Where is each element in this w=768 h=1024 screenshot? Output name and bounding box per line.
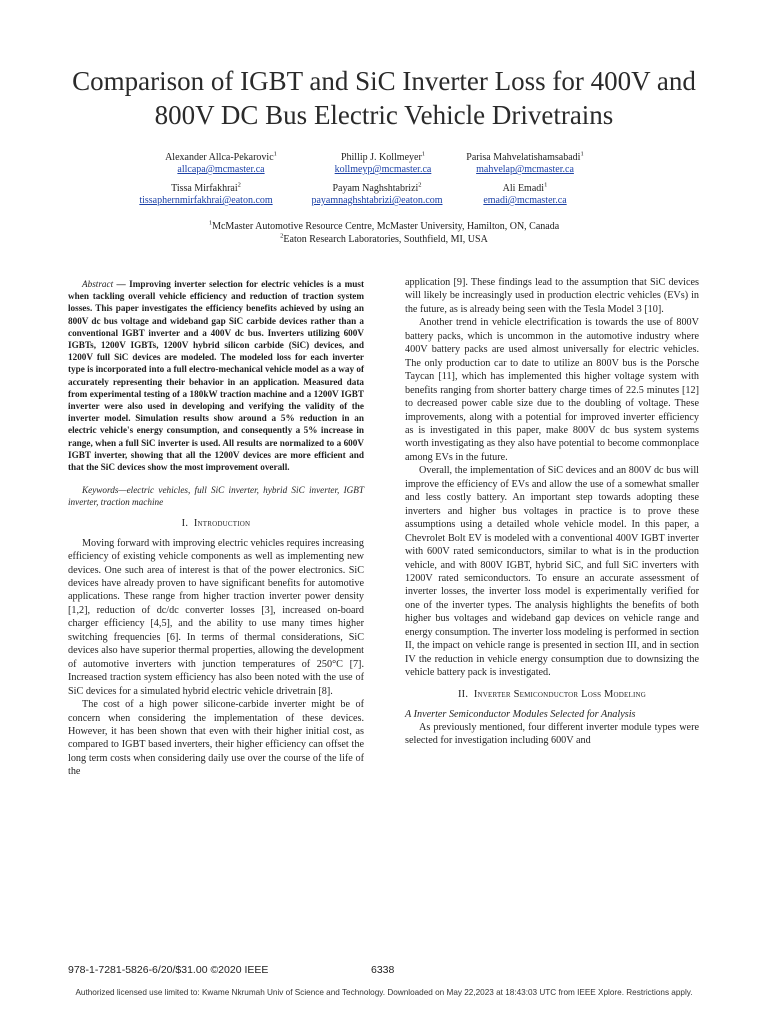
author-email-link[interactable]: emadi@mcmaster.ca: [483, 195, 567, 206]
author-name: Parisa Mahvelatishamsabadi$^1$: [466, 150, 584, 163]
body-paragraph: Another trend in vehicle electrification is towards the use of 800V battery packs, which is uncommon in the automotive industry where 400V battery packs are used almost universally for electric vehicles. The only production car to date to utilize an 800V bus is the Porsche Taycan [11], which has implemented this higher voltage system with benefits ranging from shorter battery charge times of 22.5 minutes [12] to decreased power cable size due to the doubling of voltage. These improvements, along with a potential for improved inverter efficiency as is investigated in this paper, make 800V dc bus system systems worth investigating as they also have potential to become commonplace among EVs in the future.: [405, 317, 699, 463]
author-name: Phillip J. Kollmeyer$^1$: [340, 150, 426, 163]
body-paragraph: Overall, the implementation of SiC devices and an 800V dc bus will improve the efficiency of EVs and allow the use of a somewhat smaller and less costly battery. An important step towards adopting these inverters and higher bus voltages in practice is to prove these assumptions using a detailed whole vehicle model. In this paper, a Chevrolet Bolt EV is modeled with a conventional 400V IGBT inverter with 600V rated semiconductors, similar to what is in the production vehicle, and with 800V IGBT, hybrid SiC, and full SiC inverters with 1200V rated semiconductors. To ensure an accurate assessment of inverter losses, the inverter loss model is experimentally verified for one of the inverter types. The analysis highlights the benefits of both higher bus voltages and wideband gap devices on vehicle range and energy consumption. The inverter loss modeling is performed in section II, the impact on vehicle range is presented in section III, and in section IV the reduction in vehicle energy consumption due to downsizing the vehicle battery pack is investigated.: [405, 465, 699, 679]
author-name: Payam Naghshtabrizi$^2$: [332, 181, 422, 194]
author-block: [410, 152, 640, 176]
author-name: Ali Emadi$^1$: [502, 181, 548, 194]
affiliation-2: $^2$Eaton Research Laboratories, Southfield, MI, USA: [280, 232, 488, 245]
author-email-link[interactable]: mahvelap@mcmaster.ca: [476, 164, 574, 175]
body-paragraph: Moving forward with improving electric vehicles requires increasing efficiency of existing vehicle components as well as implementing new devices. One such area of interest is that of the power electronics. SiC devices have already proven to have significant benefits for automotive applications. These range from higher traction inverter power density [1,2], reduction of dc/dc converter losses [3], increased on-board charger efficiency [4,5], and the ability to use many times higher switching frequencies [6]. In terms of thermal considerations, SiC devices also have superior thermal properties, allowing the development of automotive inverters with junction temperatures of 250°C [7]. Increased traction system efficiency has also been noted with the use of SiC devices for a simulated hybrid electric vehicle drivetrain [8].: [68, 537, 364, 697]
body-paragraph: application [9]. These findings lead to the assumption that SiC devices will likely be increasingly used in production electric vehicles (EVs) in the future, as is already being seen with the Tesla Model 3 [10].: [405, 277, 699, 315]
body-paragraph: The cost of a high power silicone-carbide inverter might be of concern when considering the implementation of these devices. However, it has been shown that even with their higher initial cost, as compared to IGBT based inverters, their higher efficiency can offset the long term costs when considering daily use over the course of the life of the: [68, 699, 364, 778]
abstract-label: Abstract: [82, 279, 114, 289]
license-notice: Authorized licensed use limited to: Kwame Nkrumah Univ of Science and Technology. Downloaded on May 22,2023 at 18:43:03 UTC from IEEE Xplore. Restrictions apply.: [75, 988, 693, 997]
abstract-text: — Improving inverter selection for electric vehicles is a must when tackling overall vehicle efficiency and reduction of traction system losses. This paper investigates the efficiency benefits achieved by using an 800V dc bus voltage and wideband gap SiC carbide devices rather than a conventional IGBT inverter and a 400V dc bus. Inverters utilizing 600V IGBTs, 1200V IGBTs, 1200V hybrid silicon carbide (SiC) devices, and 1200V full SiC devices are modeled. The modeled loss for each inverter type is incorporated into a full electro-mechanical vehicle model as a way of accurately representing their behavior in an application. Measured data from experimental testing of a 180kW traction machine and a 1200V IGBT inverter were also used in developing and verifying the validity of the inverter model. Simulation results show around a 5% reduction in an electric vehicle's energy consumption, and consequently a 5% increase in range, when a full SiC inverter is used. All results are normalized to a 600V IGBT inverter, showing that all the 1200V devices are more efficient and that the SiC devices show the most improvement overall.: [68, 279, 364, 473]
author-block: [410, 183, 640, 207]
author-email-link[interactable]: payamnaghshtabrizi@eaton.com: [311, 195, 443, 206]
left-column: [68, 278, 364, 779]
author-email-link[interactable]: kollmeyp@mcmaster.ca: [334, 164, 432, 175]
paper-title: Comparison of IGBT and SiC Inverter Loss for 400V and 800V DC Bus Electric Vehicle Drivetrains: [72, 66, 696, 130]
copyright-line: 978-1-7281-5826-6/20/$31.00 ©2020 IEEE: [68, 964, 269, 976]
author-name: Tissa Mirfakhrai$^2$: [171, 181, 241, 194]
right-column: [405, 276, 699, 748]
abstract: [68, 278, 364, 473]
author-email-link[interactable]: allcapa@mcmaster.ca: [177, 164, 265, 175]
author-name: Alexander Allca-Pekarovic$^1$: [165, 150, 277, 163]
subsection-heading: A Inverter Semiconductor Modules Selected for Analysis: [405, 708, 636, 720]
page-number: 6338: [371, 964, 395, 976]
section-heading: II. Inverter Semiconductor Loss Modeling: [457, 688, 647, 700]
keywords: Keywords—electric vehicles, full SiC inverter, hybrid SiC inverter, IGBT inverter, traction machine: [68, 485, 364, 508]
body-paragraph: As previously mentioned, four different inverter module types were selected for investigation including 600V and: [405, 721, 699, 747]
author-email-link[interactable]: tissaphernmirfakhrai@eaton.com: [139, 195, 273, 206]
affiliation-1: $^1$McMaster Automotive Resource Centre, McMaster University, Hamilton, ON, Canada: [208, 219, 560, 232]
section-heading: I. Introduction: [181, 517, 251, 529]
